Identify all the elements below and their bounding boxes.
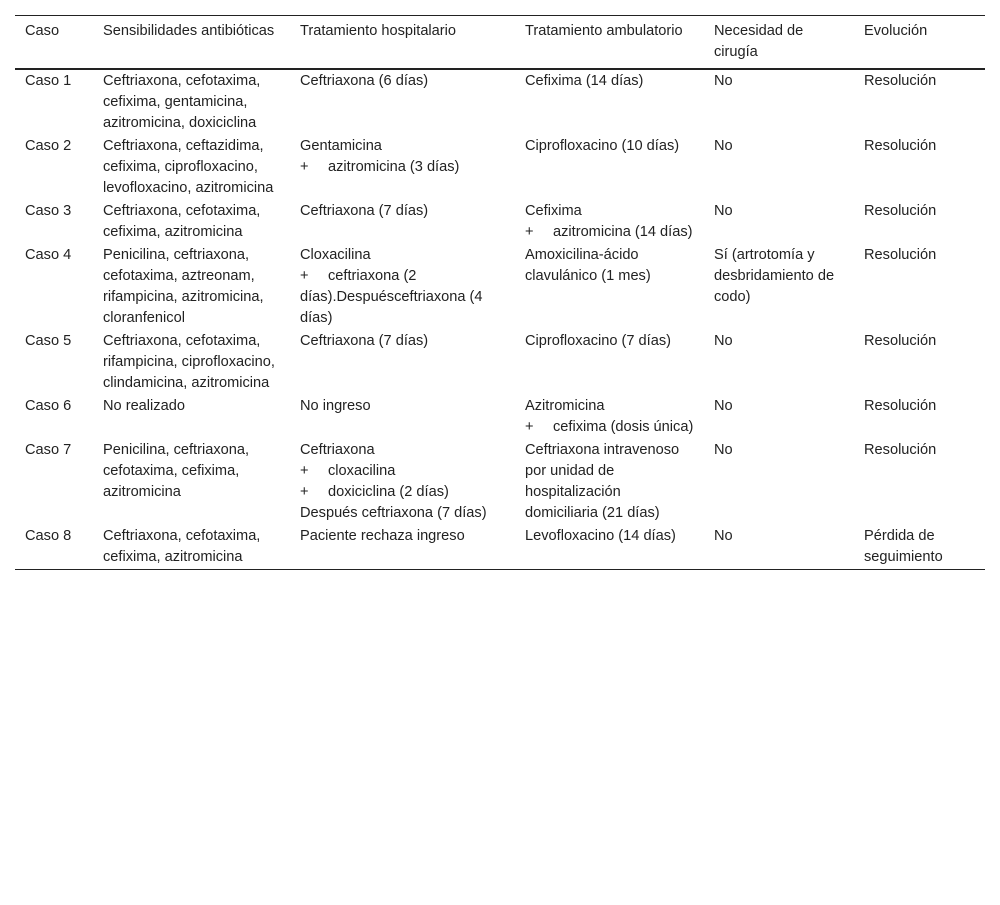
table-header [15,16,985,70]
table-row [15,69,985,135]
cell-evolucion: Pérdida de seguimiento [864,528,943,565]
cell-hospitalario-line: Después ceftriaxona (7 días) [300,505,487,521]
plus-sign: + [300,159,309,175]
cell-sensibilidades: Ceftriaxona, cefotaxima, rifampicina, ciprofloxacino, clindamicina, azitromicina [103,333,275,391]
header-tratamiento-hospitalario: Tratamiento hospitalario [300,23,457,39]
cell-ambulatorio [515,525,704,570]
cell-caso: Caso 8 [25,528,72,544]
cell-caso: Caso 7 [25,442,72,458]
cell-cirugia: Sí (artrotomía y desbridamiento de codo) [714,247,835,305]
table-row [15,200,985,244]
plus-sign: + [300,484,309,500]
cell-evolucion: Resolución [864,398,937,414]
cell-hospitalario-line: Ceftriaxona (6 días) [300,73,429,89]
cell-hospitalario [290,200,515,244]
cell-ambulatorio [515,244,704,330]
table-row [15,395,985,439]
cell-cirugia: No [714,398,733,414]
cell-ambulatorio-line [525,417,694,438]
cell-ambulatorio [515,69,704,135]
cell-caso: Caso 1 [25,73,72,89]
cases-table [15,15,985,570]
cell-ambulatorio-line: Azitromicina [525,398,605,414]
cell-hospitalario-line [300,157,505,178]
cell-hospitalario [290,525,515,570]
header-necesidad-cirugia: Necesidad de cirugía [714,23,804,60]
cell-caso: Caso 4 [25,247,72,263]
table-row [15,330,985,395]
cell-sensibilidades: Ceftriaxona, cefotaxima, cefixima, azitromicina [103,203,261,240]
cell-ambulatorio [515,135,704,200]
cell-hospitalario-line: No ingreso [300,398,371,414]
cell-evolucion: Resolución [864,138,937,154]
cell-ambulatorio-line: Ciprofloxacino (7 días) [525,333,672,349]
cell-ambulatorio-line: Ciprofloxacino (10 días) [525,138,680,154]
cell-ambulatorio-line: Ceftriaxona intravenoso por unidad de hospitalización domiciliaria (21 días) [525,442,680,521]
cell-caso: Caso 3 [25,203,72,219]
plus-sign: + [525,224,534,240]
cell-cirugia: No [714,73,733,89]
cell-ambulatorio-line: Levofloxacino (14 días) [525,528,676,544]
cell-cirugia: No [714,442,733,458]
header-tratamiento-ambulatorio: Tratamiento ambulatorio [525,23,683,39]
header-sensibilidades: Sensibilidades antibióticas [103,23,275,39]
cell-hospitalario-line: Ceftriaxona (7 días) [300,333,429,349]
cell-hospitalario-line: Paciente rechaza ingreso [300,528,465,544]
cell-hospitalario-line: Ceftriaxona (7 días) [300,203,429,219]
cell-evolucion: Resolución [864,442,937,458]
plus-line-text: azitromicina (3 días) [328,159,460,175]
plus-line-text: cefixima (dosis única) [553,419,694,435]
cell-hospitalario [290,330,515,395]
cell-caso: Caso 6 [25,398,72,414]
cell-cirugia: No [714,528,733,544]
cell-sensibilidades: Penicilina, ceftriaxona, cefotaxima, aztreonam, rifampicina, azitromicina, cloranfenicol [103,247,264,326]
plus-sign: + [525,419,534,435]
cell-hospitalario-line [300,266,505,329]
table-body [15,69,985,570]
cell-hospitalario [290,244,515,330]
cell-hospitalario-line [300,461,505,482]
header-caso: Caso [25,23,60,39]
cell-hospitalario-line: Gentamicina [300,138,382,154]
plus-line-text: doxiciclina (2 días) [328,484,449,500]
cell-caso: Caso 5 [25,333,72,349]
cell-evolucion: Resolución [864,73,937,89]
cell-hospitalario [290,439,515,525]
table-row [15,525,985,570]
cases-table-container [15,15,985,570]
cell-ambulatorio [515,439,704,525]
plus-line-text: ceftriaxona (2 días).Despuésceftriaxona (4 días) [300,268,483,326]
cell-sensibilidades: Ceftriaxona, cefotaxima, cefixima, azitromicina [103,528,261,565]
table-row [15,135,985,200]
cell-cirugia: No [714,333,733,349]
cell-ambulatorio-line: Cefixima (14 días) [525,73,644,89]
cell-ambulatorio [515,330,704,395]
cell-cirugia: No [714,203,733,219]
cell-caso: Caso 2 [25,138,72,154]
cell-ambulatorio-line [525,222,694,243]
cell-hospitalario [290,135,515,200]
header-row [15,16,985,70]
cell-evolucion: Resolución [864,247,937,263]
plus-sign: + [300,268,309,284]
cell-hospitalario-line: Cloxacilina [300,247,371,263]
cell-sensibilidades: No realizado [103,398,185,414]
cell-sensibilidades: Penicilina, ceftriaxona, cefotaxima, cefixima, azitromicina [103,442,250,500]
cell-ambulatorio-line: Cefixima [525,203,582,219]
cell-ambulatorio [515,200,704,244]
cell-sensibilidades: Ceftriaxona, ceftazidima, cefixima, ciprofloxacino, levofloxacino, azitromicina [103,138,274,196]
cell-evolucion: Resolución [864,203,937,219]
cell-ambulatorio-line: Amoxicilina-ácido clavulánico (1 mes) [525,247,651,284]
cell-hospitalario [290,69,515,135]
cell-hospitalario-line [300,482,505,503]
cell-cirugia: No [714,138,733,154]
cell-evolucion: Resolución [864,333,937,349]
table-row [15,244,985,330]
cell-sensibilidades: Ceftriaxona, cefotaxima, cefixima, gentamicina, azitromicina, doxiciclina [103,73,261,131]
plus-line-text: azitromicina (14 días) [553,224,693,240]
plus-sign: + [300,463,309,479]
table-row [15,439,985,525]
header-evolucion: Evolución [864,23,928,39]
plus-line-text: cloxacilina [328,463,396,479]
cell-hospitalario-line: Ceftriaxona [300,442,375,458]
cell-ambulatorio [515,395,704,439]
cell-hospitalario [290,395,515,439]
